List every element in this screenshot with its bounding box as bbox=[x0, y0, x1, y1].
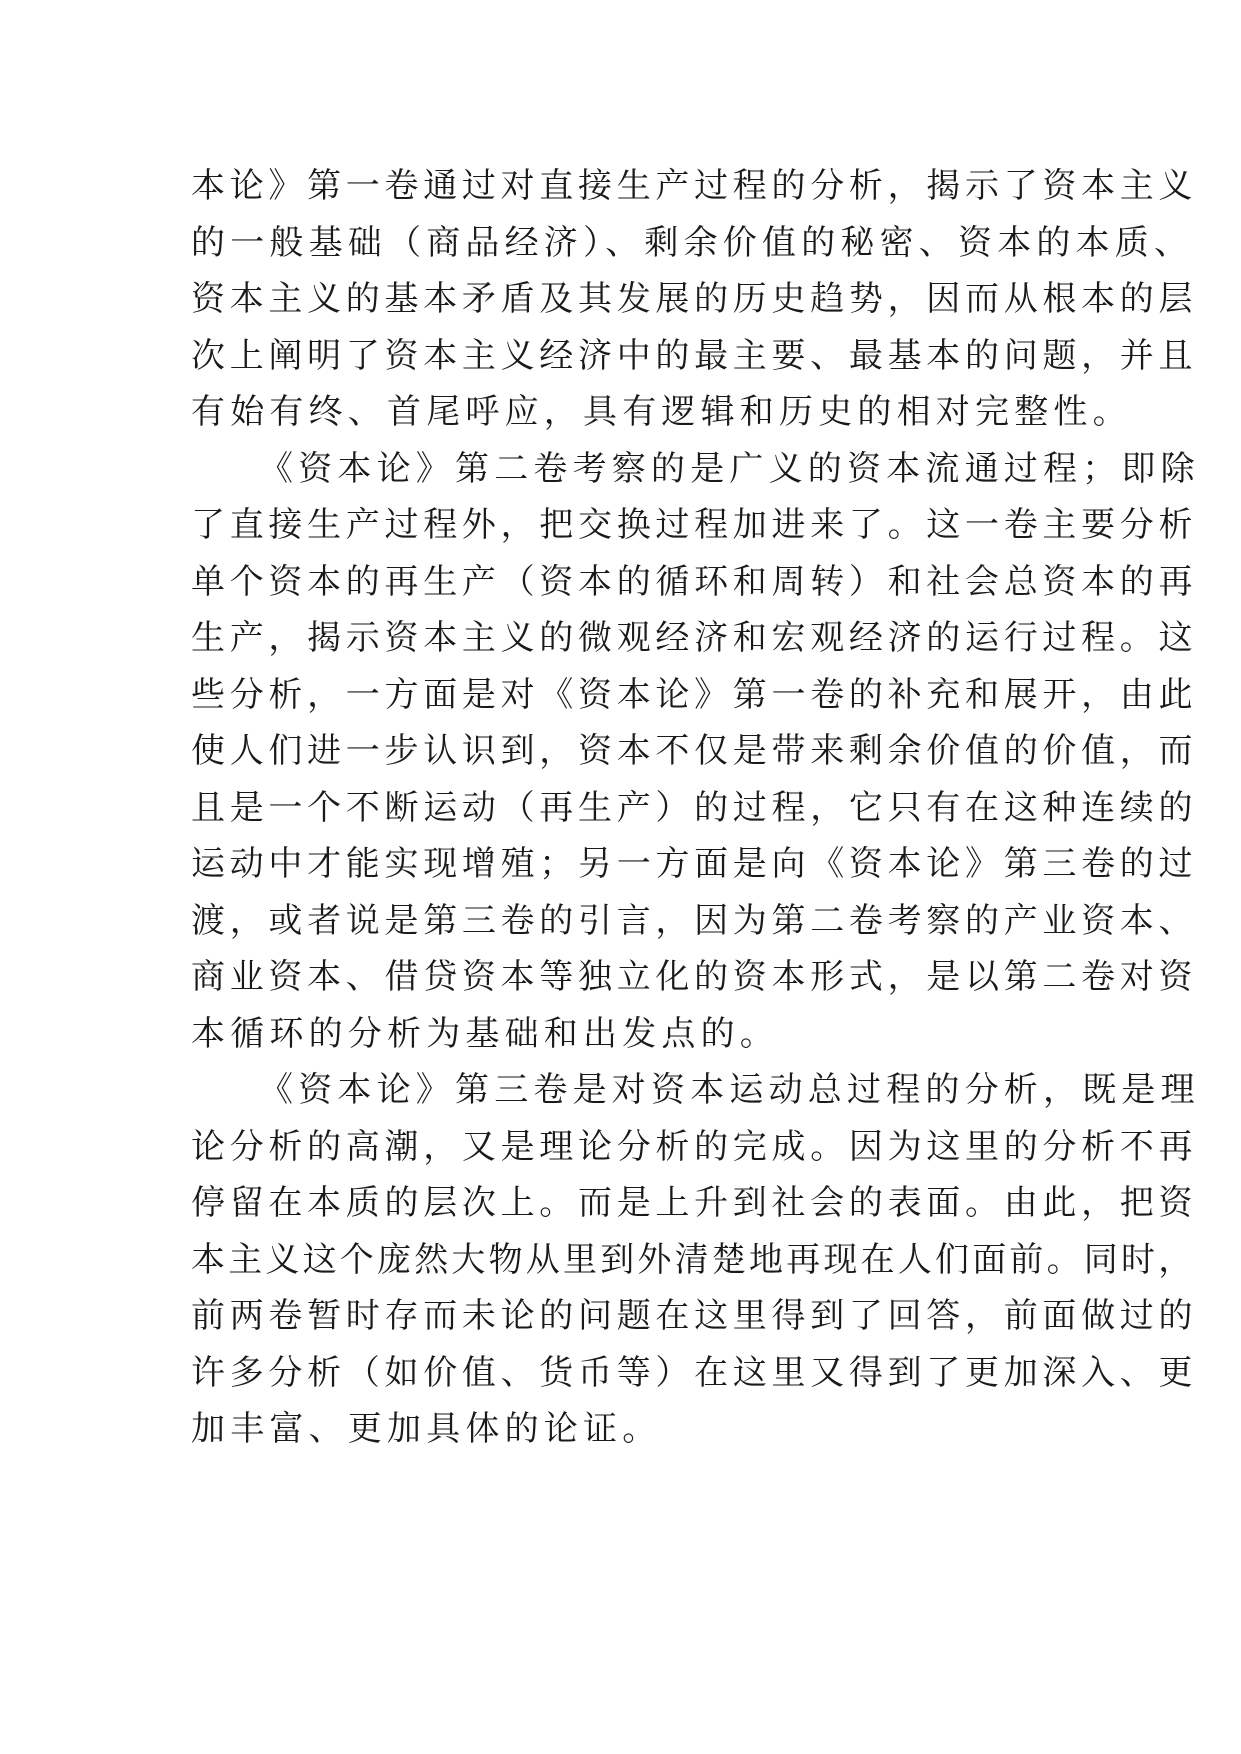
paragraph-2 bbox=[191, 441, 1200, 1063]
text-line: 本循环的分析为基础和出发点的。 bbox=[191, 1013, 779, 1054]
paragraph-1 bbox=[191, 158, 1198, 441]
text-line: 次上阐明了资本主义经济中的最主要、最基本的问题，并且 bbox=[191, 335, 1198, 376]
text-line: 资本主义的基本矛盾及其发展的历史趋势，因而从根本的层 bbox=[191, 279, 1198, 319]
text-line: 了直接生产过程外，把交换过程加进来了。这一卷主要分析 bbox=[191, 505, 1198, 545]
text-line: 且是一个不断运动（再生产）的过程，它只有在这种连续的 bbox=[191, 787, 1198, 828]
text-line: 运动中才能实现增殖；另一方面是向《资本论》第三卷的过 bbox=[191, 844, 1198, 884]
text-line: 单个资本的再生产（资本的循环和周转）和社会总资本的再 bbox=[191, 561, 1198, 602]
text-line: 《资本论》第二卷考察的是广义的资本流通过程；即除 bbox=[259, 448, 1200, 489]
text-line: 生产，揭示资本主义的微观经济和宏观经济的运行过程。这 bbox=[191, 618, 1198, 658]
text-line: 渡，或者说是第三卷的引言，因为第二卷考察的产业资本、 bbox=[191, 900, 1198, 941]
text-line: 前两卷暂时存而未论的问题在这里得到了回答，前面做过的 bbox=[191, 1296, 1198, 1336]
text-line: 有始有终、首尾呼应，具有逻辑和历史的相对完整性。 bbox=[191, 392, 1132, 432]
text-line: 的一般基础（商品经济）、剩余价值的秘密、资本的本质、 bbox=[191, 222, 1194, 263]
text-line: 许多分析（如价值、货币等）在这里又得到了更加深入、更 bbox=[191, 1352, 1198, 1393]
paragraph-3 bbox=[191, 1062, 1200, 1458]
text-line: 使人们进一步认识到，资本不仅是带来剩余价值的价值，而 bbox=[191, 731, 1198, 771]
text-line: 些分析，一方面是对《资本论》第一卷的补充和展开，由此 bbox=[191, 674, 1198, 715]
text-line: 商业资本、借贷资本等独立化的资本形式，是以第二卷对资 bbox=[191, 957, 1198, 997]
body-text bbox=[191, 158, 1200, 1458]
text-line: 本论》第一卷通过对直接生产过程的分析，揭示了资本主义 bbox=[191, 166, 1198, 206]
text-line: 论分析的高潮，又是理论分析的完成。因为这里的分析不再 bbox=[191, 1126, 1198, 1167]
text-line: 《资本论》第三卷是对资本运动总过程的分析，既是理 bbox=[259, 1070, 1200, 1110]
text-line: 本主义这个庞然大物从里到外清楚地再现在人们面前。同时， bbox=[191, 1239, 1196, 1280]
text-line: 停留在本质的层次上。而是上升到社会的表面。由此，把资 bbox=[191, 1183, 1198, 1223]
text-line: 加丰富、更加具体的论证。 bbox=[191, 1409, 662, 1449]
